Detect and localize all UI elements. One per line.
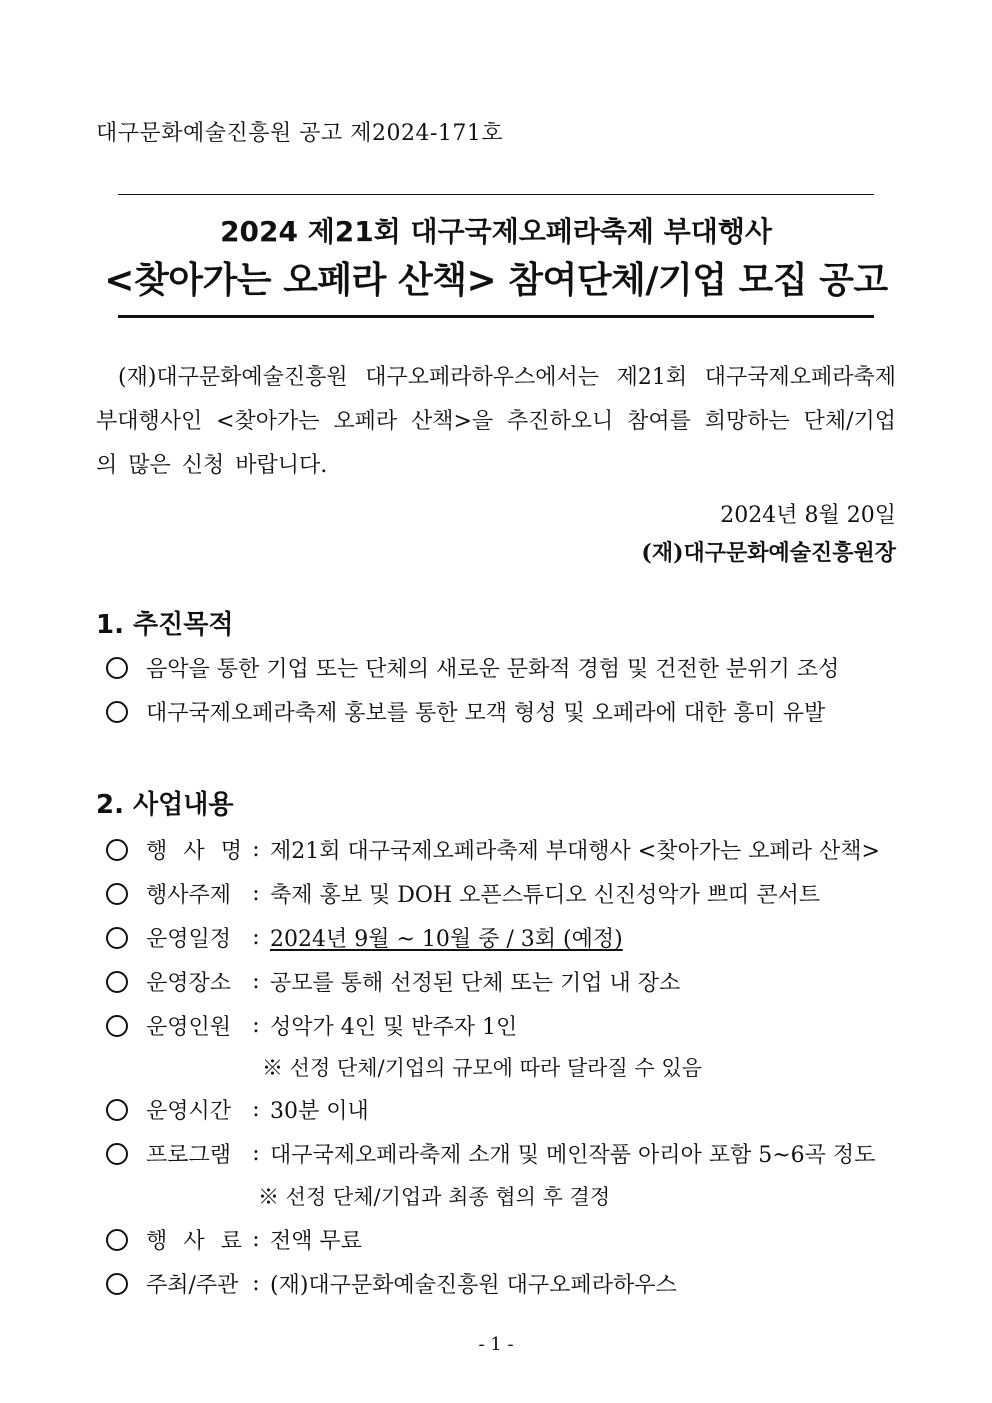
venue-value: 공모를 통해 선정된 단체 또는 기업 내 장소: [270, 971, 681, 996]
circle-bullet-icon: [106, 1099, 128, 1121]
purpose-text: 대구국제오페라축제 홍보를 통한 모객 형성 및 오페라에 대한 흥미 유발: [146, 701, 826, 726]
circle-bullet-icon: [106, 1273, 128, 1295]
venue-row: [106, 966, 680, 997]
title-top-rule: [118, 194, 874, 195]
section-2-heading: 2. 사업내용: [96, 790, 234, 820]
circle-bullet-icon: [106, 883, 128, 905]
schedule-row: [106, 922, 623, 953]
page-number: - 1 -: [478, 1334, 514, 1355]
personnel-note: ※ 선정 단체/기업의 규모에 따라 달라질 수 있음: [262, 1056, 702, 1080]
label-colon: :: [252, 1271, 260, 1296]
event-name-row: [106, 834, 880, 865]
personnel-value: 성악가 4인 및 반주자 1인: [270, 1015, 518, 1040]
circle-bullet-icon: [106, 1143, 128, 1165]
duration-label: 운영시간: [146, 1099, 232, 1124]
purpose-item: [106, 696, 825, 727]
event-name-label: 행 사 명: [146, 839, 242, 864]
purpose-item: [106, 652, 839, 683]
circle-bullet-icon: [106, 657, 128, 679]
venue-label: 운영장소: [146, 971, 232, 996]
schedule-label: 운영일정: [146, 927, 232, 952]
label-colon: :: [252, 1097, 260, 1122]
organizer-row: [106, 1268, 677, 1299]
label-colon: :: [252, 1013, 260, 1038]
label-colon: :: [252, 837, 260, 862]
circle-bullet-icon: [106, 1229, 128, 1251]
title-line-1: 2024 제21회 대구국제오페라축제 부대행사: [220, 215, 772, 248]
organizer-value: (재)대구문화예술진흥원 대구오페라하우스: [270, 1273, 677, 1298]
notice-number: 대구문화예술진흥원 공고 제2024-171호: [96, 121, 504, 146]
event-theme-label: 행사주제: [146, 883, 232, 908]
title-line-2: <찾아가는 오페라 산책> 참여단체/기업 모집 공고: [104, 260, 888, 301]
program-value: 대구국제오페라축제 소개 및 메인작품 아리아 포함 5~6곡 정도: [270, 1143, 876, 1168]
personnel-label: 운영인원: [146, 1015, 232, 1040]
label-colon: :: [252, 881, 260, 906]
duration-row: [106, 1094, 369, 1125]
circle-bullet-icon: [106, 839, 128, 861]
announcement-date: 2024년 8월 20일: [720, 503, 896, 528]
fee-value: 전액 무료: [270, 1229, 363, 1254]
circle-bullet-icon: [106, 927, 128, 949]
event-theme-value: 축제 홍보 및 DOH 오픈스튜디오 신진성악가 쁘띠 콘서트: [270, 883, 821, 908]
event-name-value: 제21회 대구국제오페라축제 부대행사 <찾아가는 오페라 산책>: [270, 839, 880, 864]
intro-paragraph: (재)대구문화예술진흥원 대구오페라하우스에서는 제21회 대구국제오페라축제 부대행사인 <찾아가는 오페라 산책>을 추진하오니 참여를 희망하는 단체/기업의 많은 신청 바랍니다.: [96, 365, 896, 478]
label-colon: :: [252, 925, 260, 950]
program-label: 프로그램: [146, 1143, 232, 1168]
circle-bullet-icon: [106, 701, 128, 723]
program-row: [106, 1138, 875, 1169]
issuer-name: (재)대구문화예술진흥원장: [641, 540, 896, 566]
label-colon: :: [252, 969, 260, 994]
fee-label: 행 사 료: [146, 1229, 242, 1254]
label-colon: :: [252, 1141, 260, 1166]
personnel-row: [106, 1010, 517, 1041]
duration-value: 30분 이내: [270, 1099, 369, 1124]
fee-row: [106, 1224, 362, 1255]
schedule-value: 2024년 9월 ~ 10월 중 / 3회 (예정): [270, 927, 623, 952]
label-colon: :: [252, 1227, 260, 1252]
section-1-heading: 1. 추진목적: [96, 610, 234, 640]
event-theme-row: [106, 878, 820, 909]
circle-bullet-icon: [106, 971, 128, 993]
title-bottom-rule: [118, 315, 874, 318]
program-note: ※ 선정 단체/기업과 최종 협의 후 결정: [258, 1185, 611, 1209]
circle-bullet-icon: [106, 1015, 128, 1037]
purpose-text: 음악을 통한 기업 또는 단체의 새로운 문화적 경험 및 건전한 분위기 조성: [146, 657, 840, 682]
organizer-label: 주최/주관: [146, 1273, 239, 1298]
